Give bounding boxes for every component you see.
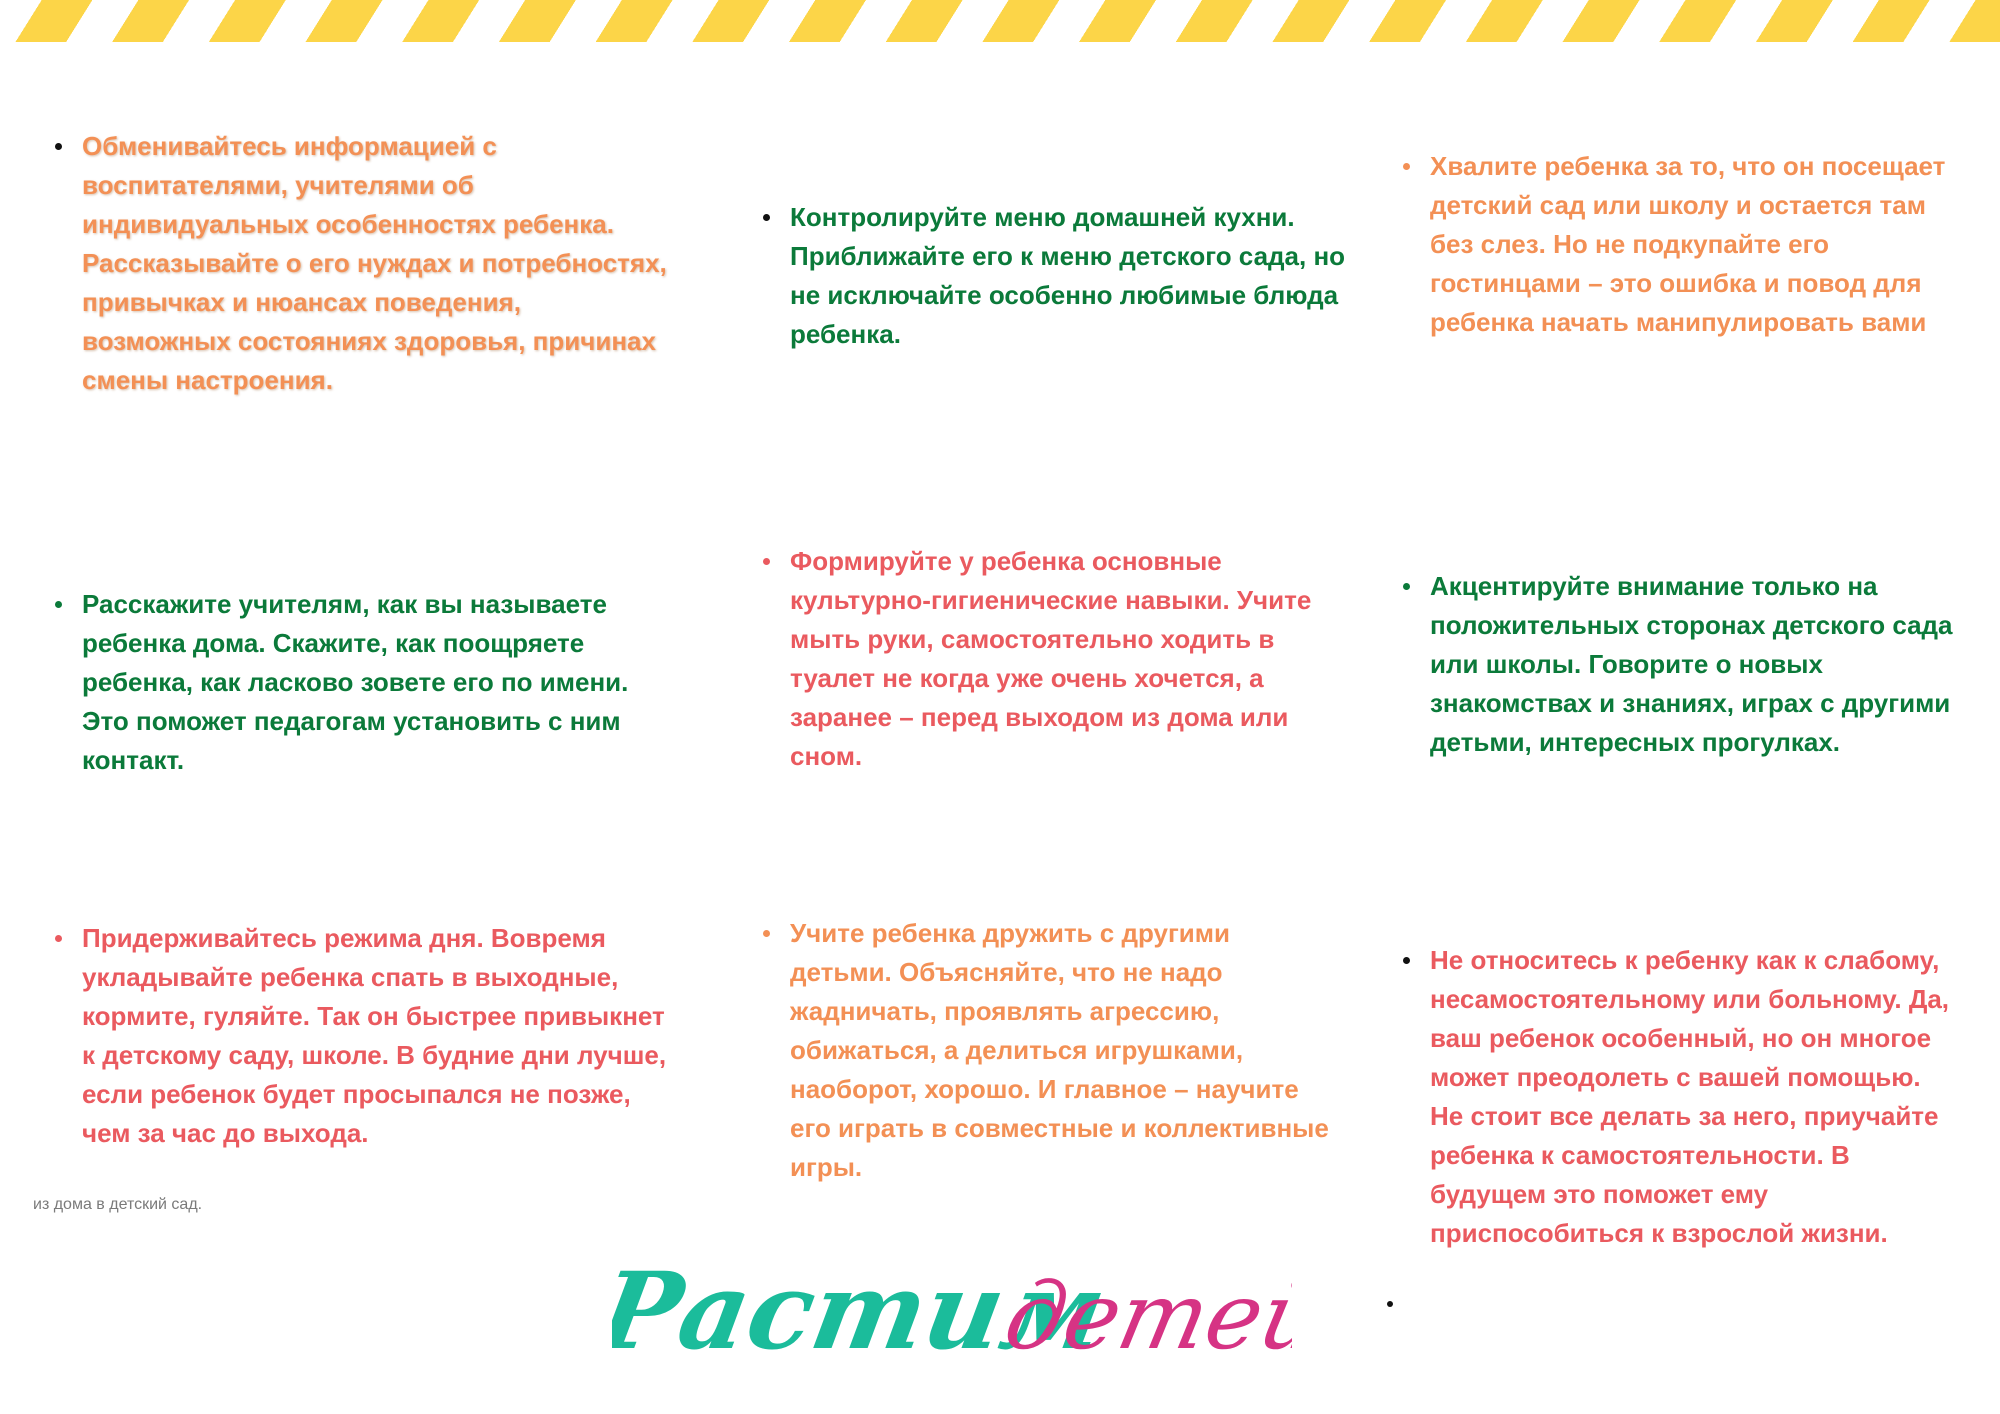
tip-hygiene-skills	[790, 542, 1330, 776]
stray-note: из дома в детский сад.	[33, 1196, 203, 1213]
tip-positive-focus	[1430, 567, 1960, 762]
tip-control-menu	[790, 198, 1360, 354]
logo-word-1: Растим	[612, 1249, 1115, 1374]
stray-bullet-dot	[1387, 1301, 1393, 1307]
tip-text: Не относитесь к ребенку как к слабому, несамостоятельному или больному. Да, ваш ребенок особенный, но он многое может преодолеть с вашей помощью. Не стоит все делать за него, приучайте ребенка к самостоятельности. В будущем это поможет ему приспособиться к взрослой жизни.	[1430, 941, 1960, 1253]
tip-praise-child	[1430, 147, 1960, 342]
tip-text: Формируйте у ребенка основные культурно-гигиенические навыки. Учите мыть руки, самостоятельно ходить в туалет не когда уже очень хочется, а заранее – перед выходом из дома или сном.	[790, 542, 1330, 776]
tip-not-weak	[1430, 941, 1960, 1253]
tip-text: Расскажите учителям, как вы называете ребенка дома. Скажите, как поощряете ребенка, как ласково зовете его по имени. Это поможет педагогам установить с ним контакт.	[82, 585, 672, 780]
decorative-stripe-bar	[0, 0, 2000, 42]
tip-share-info	[82, 127, 672, 400]
logo-artwork	[612, 1248, 1292, 1398]
tip-text: Придерживайтесь режима дня. Вовремя укладывайте ребенка спать в выходные, кормите, гуляйте. Так он быстрее привыкнет к детскому саду, школе. В будние дни лучше, если ребенок будет просыпался не позже, чем за час до выхода.	[82, 919, 672, 1153]
tip-text: Акцентируйте внимание только на положительных сторонах детского сада или школы. Говорите о новых знакомствах и знаниях, играх с другими детьми, интересных прогулках.	[1430, 567, 1960, 762]
tip-text: Хвалите ребенка за то, что он посещает детский сад или школу и остается там без слез. Но не подкупайте его гостинцами – это ошибка и повод для ребенка начать манипулировать вами	[1430, 147, 1960, 342]
logo-word-2: детей	[996, 1262, 1292, 1370]
logo	[612, 1248, 1292, 1398]
tip-tell-teachers	[82, 585, 672, 780]
tip-text: Контролируйте меню домашней кухни. Приближайте его к меню детского сада, но не исключайте особенно любимые блюда ребенка.	[790, 198, 1360, 354]
tip-make-friends	[790, 914, 1330, 1187]
tip-text: Учите ребенка дружить с другими детьми. Объясняйте, что не надо жадничать, проявлять агрессию, обижаться, а делиться игрушками, наоборот, хорошо. И главное – научите его играть в совместные и коллективные игры.	[790, 914, 1330, 1187]
tip-daily-routine	[82, 919, 672, 1153]
tip-text: Обменивайтесь информацией с воспитателями, учителями об индивидуальных особенностях ребенка. Рассказывайте о его нуждах и потребностях, привычках и нюансах поведения, возможных состояниях здоровья, причинах смены настроения.	[82, 127, 672, 400]
